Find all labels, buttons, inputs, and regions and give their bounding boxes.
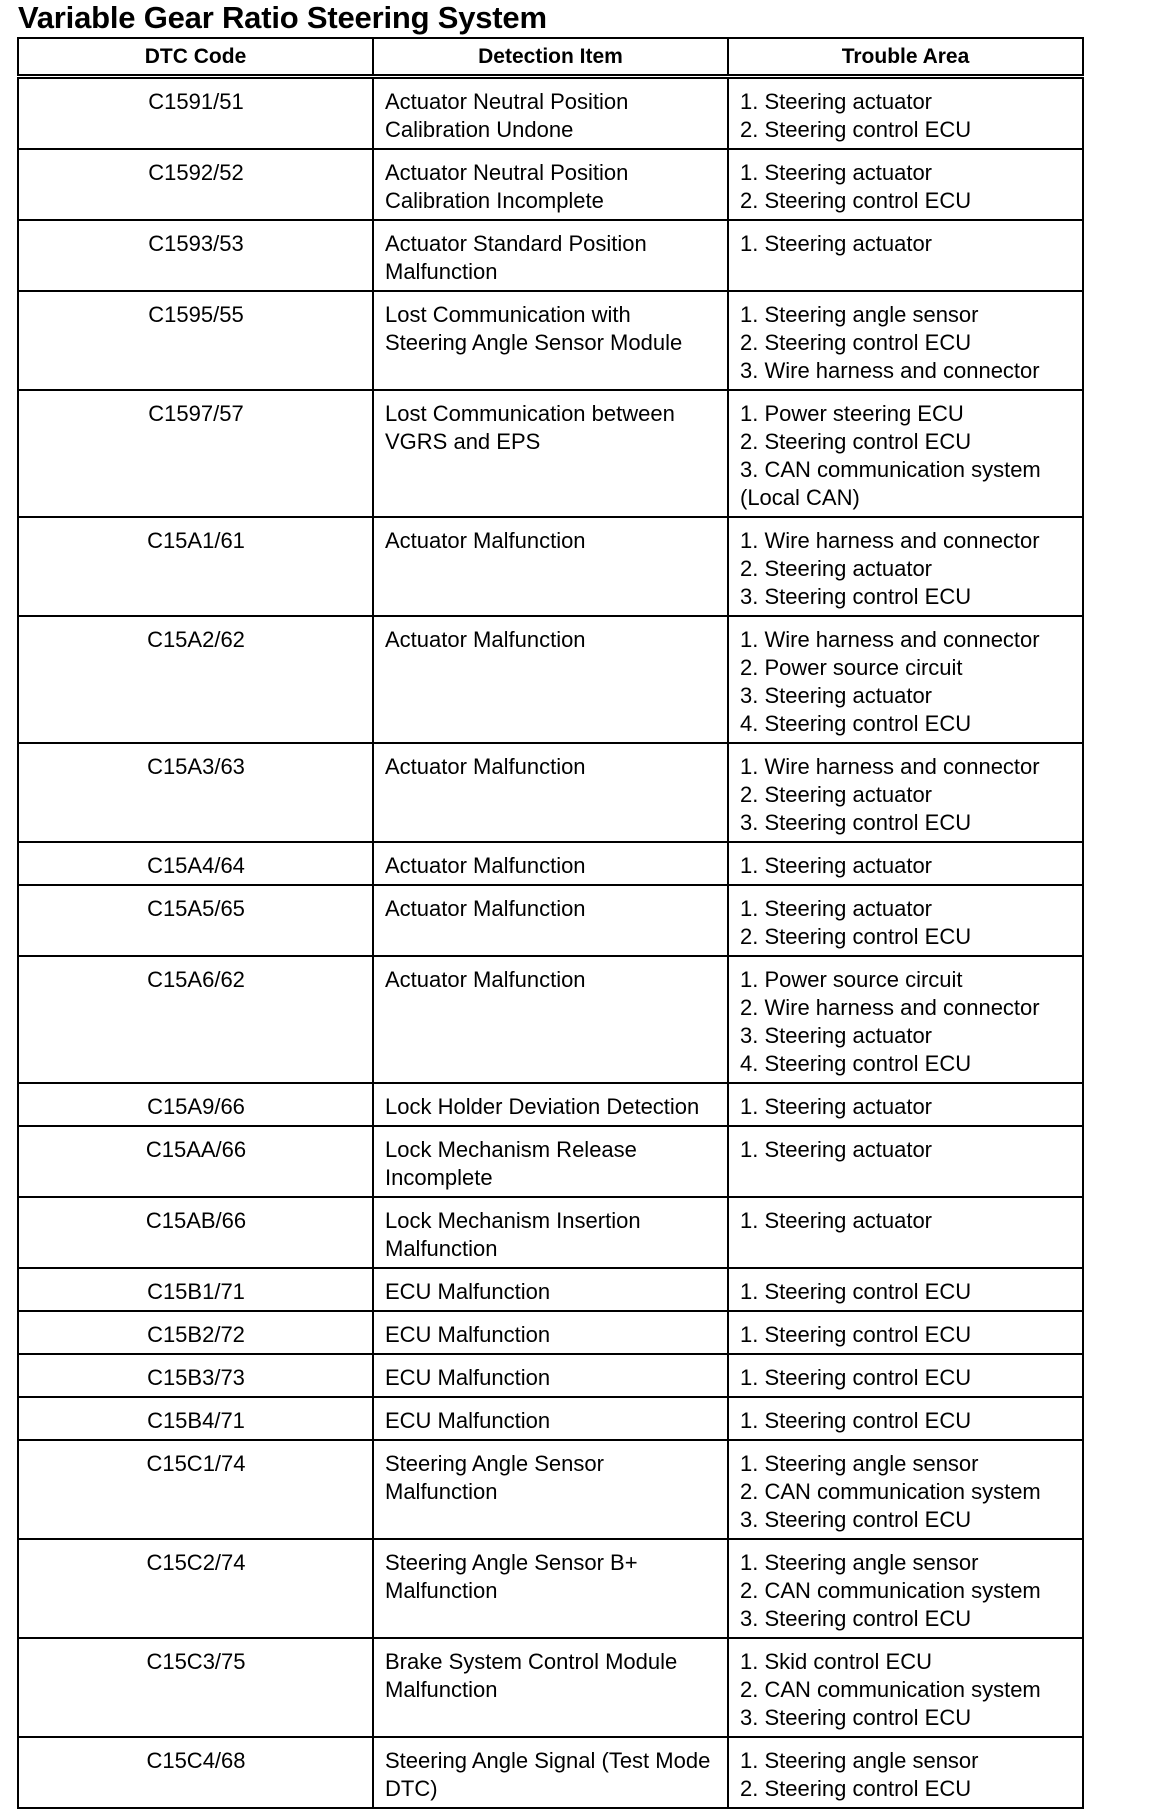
trouble-area-cell <box>728 1083 1083 1126</box>
table-row <box>18 1397 1083 1440</box>
trouble-area-item: 2. Steering control ECU <box>740 188 972 213</box>
dtc-code-cell: C15A6/62 <box>18 956 373 1083</box>
detection-item-line: Malfunction <box>385 1677 498 1702</box>
detection-item-line: Actuator Malfunction <box>385 627 586 652</box>
trouble-area-item: 2. Steering control ECU <box>740 117 972 142</box>
trouble-area-item: 1. Wire harness and connector <box>740 528 1040 553</box>
detection-item-line: Actuator Standard Position <box>385 231 647 256</box>
dtc-code-cell: C15AA/66 <box>18 1126 373 1197</box>
detection-item-cell <box>373 616 728 743</box>
trouble-area-cell <box>728 77 1083 150</box>
detection-item-line: Calibration Incomplete <box>385 188 604 213</box>
trouble-area-cell <box>728 1440 1083 1539</box>
detection-item-cell <box>373 885 728 956</box>
trouble-area-cell <box>728 220 1083 291</box>
trouble-area-item: 1. Steering control ECU <box>740 1365 972 1390</box>
trouble-area-cell <box>728 1354 1083 1397</box>
trouble-area-item: 2. Steering actuator <box>740 782 933 807</box>
detection-item-line: Actuator Malfunction <box>385 853 586 878</box>
detection-item-line: Lost Communication between <box>385 401 675 426</box>
detection-item-cell <box>373 517 728 616</box>
trouble-area-item: 1. Steering actuator <box>740 1137 933 1162</box>
dtc-code-cell: C15A9/66 <box>18 1083 373 1126</box>
dtc-table <box>17 37 1084 1809</box>
trouble-area-item: 1. Steering angle sensor <box>740 1550 979 1575</box>
table-row <box>18 1539 1083 1638</box>
trouble-area-cell <box>728 1737 1083 1808</box>
detection-item-line: Lock Holder Deviation Detection <box>385 1094 700 1119</box>
trouble-area-cell <box>728 1311 1083 1354</box>
trouble-area-cell <box>728 1268 1083 1311</box>
trouble-area-item: 1. Power source circuit <box>740 967 963 992</box>
dtc-code-cell: C15C3/75 <box>18 1638 373 1737</box>
trouble-area-item: 1. Steering angle sensor <box>740 1451 979 1476</box>
header-trouble-area: Trouble Area <box>728 38 1083 77</box>
detection-item-cell <box>373 390 728 517</box>
detection-item-line: Malfunction <box>385 1578 498 1603</box>
table-row <box>18 885 1083 956</box>
trouble-area-item: 2. Steering control ECU <box>740 1776 972 1801</box>
trouble-area-item: 1. Steering angle sensor <box>740 1748 979 1773</box>
trouble-area-cell <box>728 743 1083 842</box>
trouble-area-item: 1. Steering actuator <box>740 1208 933 1233</box>
trouble-area-item: 2. CAN communication system <box>740 1479 1041 1504</box>
detection-item-line: VGRS and EPS <box>385 429 541 454</box>
detection-item-line: ECU Malfunction <box>385 1408 551 1433</box>
trouble-area-item: 1. Wire harness and connector <box>740 627 1040 652</box>
detection-item-line: Steering Angle Signal (Test Mode <box>385 1748 711 1773</box>
trouble-area-item: 2. Steering control ECU <box>740 330 972 355</box>
dtc-code-cell: C15C2/74 <box>18 1539 373 1638</box>
dtc-code-cell: C15AB/66 <box>18 1197 373 1268</box>
trouble-area-item: 1. Steering actuator <box>740 160 933 185</box>
dtc-code-cell: C15C4/68 <box>18 1737 373 1808</box>
trouble-area-item: 1. Steering actuator <box>740 231 933 256</box>
detection-item-cell <box>373 743 728 842</box>
detection-item-line: Incomplete <box>385 1165 493 1190</box>
trouble-area-item: 2. CAN communication system <box>740 1677 1041 1702</box>
trouble-area-cell <box>728 1539 1083 1638</box>
table-body <box>18 77 1083 1809</box>
trouble-area-item: 4. Steering control ECU <box>740 711 972 736</box>
table-row <box>18 1440 1083 1539</box>
detection-item-line: Steering Angle Sensor Module <box>385 330 683 355</box>
trouble-area-item: 3. Steering actuator <box>740 1023 933 1048</box>
detection-item-line: Steering Angle Sensor <box>385 1451 604 1476</box>
detection-item-line: ECU Malfunction <box>385 1322 551 1347</box>
trouble-area-item: 1. Steering actuator <box>740 853 933 878</box>
trouble-area-item: (Local CAN) <box>740 485 860 510</box>
table-row <box>18 743 1083 842</box>
detection-item-cell <box>373 956 728 1083</box>
table-header <box>18 38 1083 77</box>
trouble-area-item: 1. Steering angle sensor <box>740 302 979 327</box>
dtc-code-cell: C1591/51 <box>18 77 373 150</box>
table-row <box>18 220 1083 291</box>
dtc-code-cell: C1597/57 <box>18 390 373 517</box>
trouble-area-item: 1. Wire harness and connector <box>740 754 1040 779</box>
trouble-area-item: 4. Steering control ECU <box>740 1051 972 1076</box>
trouble-area-item: 2. Steering control ECU <box>740 429 972 454</box>
detection-item-line: Lock Mechanism Insertion <box>385 1208 641 1233</box>
dtc-code-cell: C1595/55 <box>18 291 373 390</box>
trouble-area-item: 1. Steering control ECU <box>740 1322 972 1347</box>
detection-item-cell <box>373 1311 728 1354</box>
detection-item-line: Malfunction <box>385 1236 498 1261</box>
dtc-code-cell: C1592/52 <box>18 149 373 220</box>
trouble-area-cell <box>728 885 1083 956</box>
trouble-area-item: 2. Power source circuit <box>740 655 963 680</box>
detection-item-line: ECU Malfunction <box>385 1279 551 1304</box>
detection-item-line: Steering Angle Sensor B+ <box>385 1550 638 1575</box>
dtc-code-cell: C15A3/63 <box>18 743 373 842</box>
trouble-area-item: 2. CAN communication system <box>740 1578 1041 1603</box>
table-row <box>18 1126 1083 1197</box>
trouble-area-cell <box>728 390 1083 517</box>
detection-item-line: Actuator Malfunction <box>385 896 586 921</box>
trouble-area-cell <box>728 956 1083 1083</box>
detection-item-cell <box>373 1440 728 1539</box>
page-title: Variable Gear Ratio Steering System <box>18 0 547 35</box>
dtc-code-cell: C15A4/64 <box>18 842 373 885</box>
dtc-code-cell: C15B1/71 <box>18 1268 373 1311</box>
table-row <box>18 616 1083 743</box>
header-detection-item: Detection Item <box>373 38 728 77</box>
detection-item-cell <box>373 1197 728 1268</box>
header-row <box>18 38 1083 77</box>
detection-item-cell <box>373 1354 728 1397</box>
table-row <box>18 1737 1083 1808</box>
detection-item-cell <box>373 1737 728 1808</box>
table-row <box>18 77 1083 150</box>
trouble-area-item: 1. Power steering ECU <box>740 401 964 426</box>
detection-item-cell <box>373 291 728 390</box>
dtc-code-cell: C15C1/74 <box>18 1440 373 1539</box>
table-row <box>18 1638 1083 1737</box>
table-row <box>18 956 1083 1083</box>
dtc-code-cell: C1593/53 <box>18 220 373 291</box>
detection-item-cell <box>373 842 728 885</box>
trouble-area-item: 2. Steering control ECU <box>740 924 972 949</box>
detection-item-cell <box>373 1539 728 1638</box>
trouble-area-item: 2. Wire harness and connector <box>740 995 1040 1020</box>
table-row <box>18 842 1083 885</box>
table-row <box>18 1083 1083 1126</box>
detection-item-cell <box>373 1268 728 1311</box>
trouble-area-cell <box>728 291 1083 390</box>
trouble-area-item: 1. Skid control ECU <box>740 1649 932 1674</box>
trouble-area-item: 3. CAN communication system <box>740 457 1041 482</box>
table-row <box>18 1311 1083 1354</box>
detection-item-line: Lock Mechanism Release <box>385 1137 637 1162</box>
table-row <box>18 517 1083 616</box>
detection-item-line: DTC) <box>385 1776 438 1801</box>
detection-item-line: Actuator Malfunction <box>385 754 586 779</box>
trouble-area-item: 1. Steering actuator <box>740 896 933 921</box>
trouble-area-item: 3. Wire harness and connector <box>740 358 1040 383</box>
detection-item-line: Lost Communication with <box>385 302 631 327</box>
trouble-area-cell <box>728 1126 1083 1197</box>
detection-item-cell <box>373 1083 728 1126</box>
table-row <box>18 1268 1083 1311</box>
dtc-code-cell: C15B2/72 <box>18 1311 373 1354</box>
trouble-area-item: 3. Steering control ECU <box>740 1705 972 1730</box>
detection-item-line: Brake System Control Module <box>385 1649 678 1674</box>
trouble-area-cell <box>728 1197 1083 1268</box>
table-row <box>18 390 1083 517</box>
trouble-area-cell <box>728 842 1083 885</box>
detection-item-cell <box>373 77 728 150</box>
detection-item-line: Actuator Malfunction <box>385 528 586 553</box>
trouble-area-item: 3. Steering control ECU <box>740 810 972 835</box>
trouble-area-cell <box>728 149 1083 220</box>
detection-item-cell <box>373 149 728 220</box>
detection-item-line: ECU Malfunction <box>385 1365 551 1390</box>
table-row <box>18 1197 1083 1268</box>
dtc-code-cell: C15A2/62 <box>18 616 373 743</box>
trouble-area-item: 3. Steering control ECU <box>740 584 972 609</box>
trouble-area-item: 1. Steering control ECU <box>740 1408 972 1433</box>
trouble-area-cell <box>728 517 1083 616</box>
header-dtc-code: DTC Code <box>18 38 373 77</box>
detection-item-line: Actuator Neutral Position <box>385 160 629 185</box>
trouble-area-item: 2. Steering actuator <box>740 556 933 581</box>
detection-item-line: Calibration Undone <box>385 117 574 142</box>
trouble-area-item: 1. Steering actuator <box>740 1094 933 1119</box>
detection-item-cell <box>373 1638 728 1737</box>
detection-item-cell <box>373 1126 728 1197</box>
table-row <box>18 149 1083 220</box>
detection-item-line: Malfunction <box>385 1479 498 1504</box>
detection-item-cell <box>373 1397 728 1440</box>
trouble-area-item: 3. Steering actuator <box>740 683 933 708</box>
trouble-area-item: 3. Steering control ECU <box>740 1507 972 1532</box>
trouble-area-item: 1. Steering actuator <box>740 89 933 114</box>
trouble-area-item: 3. Steering control ECU <box>740 1606 972 1631</box>
table-row <box>18 291 1083 390</box>
detection-item-line: Malfunction <box>385 259 498 284</box>
trouble-area-cell <box>728 616 1083 743</box>
detection-item-cell <box>373 220 728 291</box>
detection-item-line: Actuator Neutral Position <box>385 89 629 114</box>
dtc-code-cell: C15A5/65 <box>18 885 373 956</box>
dtc-code-cell: C15B4/71 <box>18 1397 373 1440</box>
table-row <box>18 1354 1083 1397</box>
dtc-code-cell: C15B3/73 <box>18 1354 373 1397</box>
trouble-area-cell <box>728 1638 1083 1737</box>
detection-item-line: Actuator Malfunction <box>385 967 586 992</box>
dtc-code-cell: C15A1/61 <box>18 517 373 616</box>
trouble-area-item: 1. Steering control ECU <box>740 1279 972 1304</box>
trouble-area-cell <box>728 1397 1083 1440</box>
